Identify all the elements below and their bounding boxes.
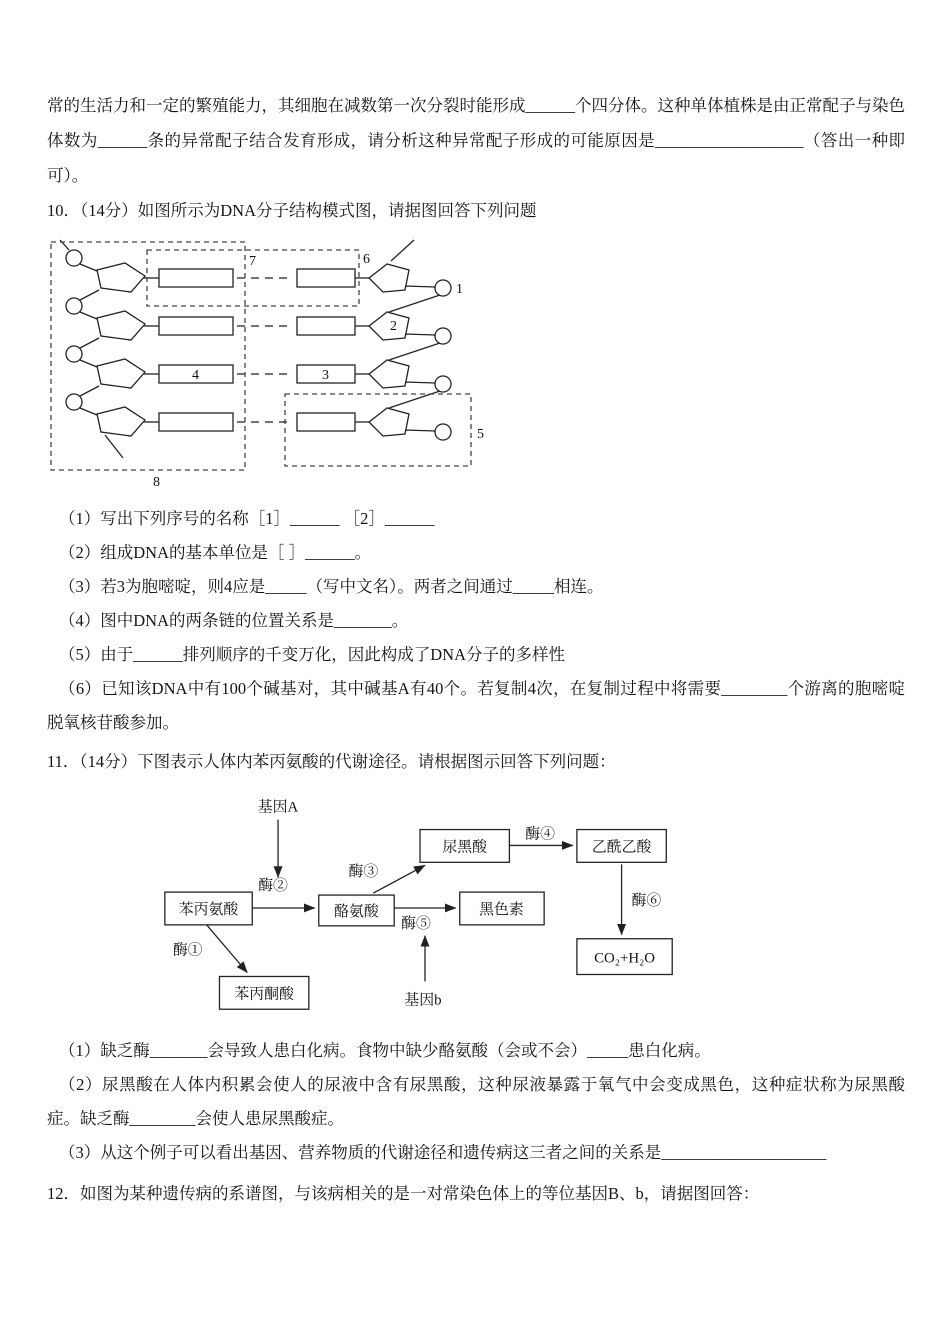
co2-h2o-label: CO₂+H₂O xyxy=(594,950,656,967)
acetoacetic-acid-label: 乙酰乙酸 xyxy=(591,839,652,856)
gene-a-label: 基因A xyxy=(257,799,299,816)
q11-sub-1: （1）缺乏酶_______会导致人患白化病。食物中缺少酪氨酸（会或不会）_____患白化病。 xyxy=(59,1041,711,1060)
q11-sub-2: （2）尿黑酸在人体内积累会使人的尿液中含有尿黑酸，这种尿液暴露于氧气中会变成黑色，这种症状称为尿黑酸症。缺乏酶________会使人患尿黑酸症。 xyxy=(47,1075,905,1128)
question-12-header: 12．如图为某种遗传病的系谱图，与该病相关的是一对常染色体上的等位基因B、b，请据图回答： xyxy=(47,1184,760,1203)
enzyme2-label: 酶② xyxy=(258,878,288,895)
q11-sub-3: （3）从这个例子可以看出基因、营养物质的代谢途径和遗传病这三者之间的关系是____________________ xyxy=(59,1143,827,1162)
single-strand-box xyxy=(51,242,245,470)
metabolism-pathway-svg xyxy=(147,787,703,1022)
phenylalanine-label: 苯丙氨酸 xyxy=(178,901,239,918)
q10-sub-4: （4）图中DNA的两条链的位置关系是_______。 xyxy=(59,611,409,630)
q10-sub-1: （1）写出下列序号的名称［1］______ ［2］______ xyxy=(59,509,435,528)
tyrosine-label: 酪氨酸 xyxy=(334,903,379,920)
question-11-header: 11．（14分）下图表示人体内苯丙氨酸的代谢途径。请根据图示回答下列问题： xyxy=(47,752,616,771)
enzyme1-label: 酶① xyxy=(172,942,203,959)
dna-base-pair-rungs xyxy=(144,269,369,431)
intro-paragraph: 常的生活力和一定的繁殖能力，其细胞在减数第一次分裂时能形成______个四分体。这种单体植株是由正常配子与染色体数为______条的异常配子结合发育形成，请分析这种异常配子形成的可能原因是__________________（答出一种即可）。 xyxy=(47,96,905,185)
q10-sub-2: （2）组成DNA的基本单位是［ ］______。 xyxy=(59,543,372,562)
arrow-phe-to-phenylpyruvate xyxy=(207,925,248,973)
dna-label-2: 2 xyxy=(390,319,397,334)
gene-b-label: 基因b xyxy=(404,992,442,1009)
dna-left-strand xyxy=(60,240,145,458)
enzyme6-label: 酶⑥ xyxy=(631,892,662,909)
homogentisic-acid-label: 尿黑酸 xyxy=(442,839,488,856)
dna-structure-svg xyxy=(47,234,527,492)
dna-label-8: 8 xyxy=(153,475,160,490)
q10-sub-5: （5）由于______排列顺序的千变万化，因此构成了DNA分子的多样性 xyxy=(59,645,565,664)
dna-structure-diagram xyxy=(47,234,905,492)
q10-sub-3: （3）若3为胞嘧啶，则4应是_____（写中文名）。两者之间通过_____相连。 xyxy=(59,577,604,596)
q10-sub-6: （6）已知该DNA中有100个碱基对，其中碱基A有40个。若复制4次，在复制过程中将需要________个游离的胞嘧啶脱氧核苷酸参加。 xyxy=(47,679,905,732)
question-10-header: 10．（14分）如图所示为DNA分子结构模式图，请据图回答下列问题 xyxy=(47,201,537,220)
dna-label-7: 7 xyxy=(249,254,256,269)
enzyme4-label: 酶④ xyxy=(525,826,556,843)
dna-label-6: 6 xyxy=(363,252,370,267)
phenylpyruvic-acid-label: 苯丙酮酸 xyxy=(234,986,294,1003)
dna-label-3: 3 xyxy=(322,368,329,383)
arrow-tyr-to-homogentisate xyxy=(373,865,425,893)
q11-sub-questions xyxy=(47,1034,905,1170)
enzyme3-label: 酶③ xyxy=(348,864,379,881)
dna-label-5: 5 xyxy=(477,427,484,442)
dna-right-strand xyxy=(369,240,451,440)
enzyme5-label: 酶⑤ xyxy=(401,915,431,932)
dna-label-4: 4 xyxy=(192,368,199,383)
dna-label-1: 1 xyxy=(456,282,463,297)
q10-sub-questions xyxy=(47,502,905,740)
nucleotide-box xyxy=(285,394,471,466)
metabolism-pathway-diagram xyxy=(147,787,905,1022)
melanin-label: 黑色素 xyxy=(479,901,524,918)
